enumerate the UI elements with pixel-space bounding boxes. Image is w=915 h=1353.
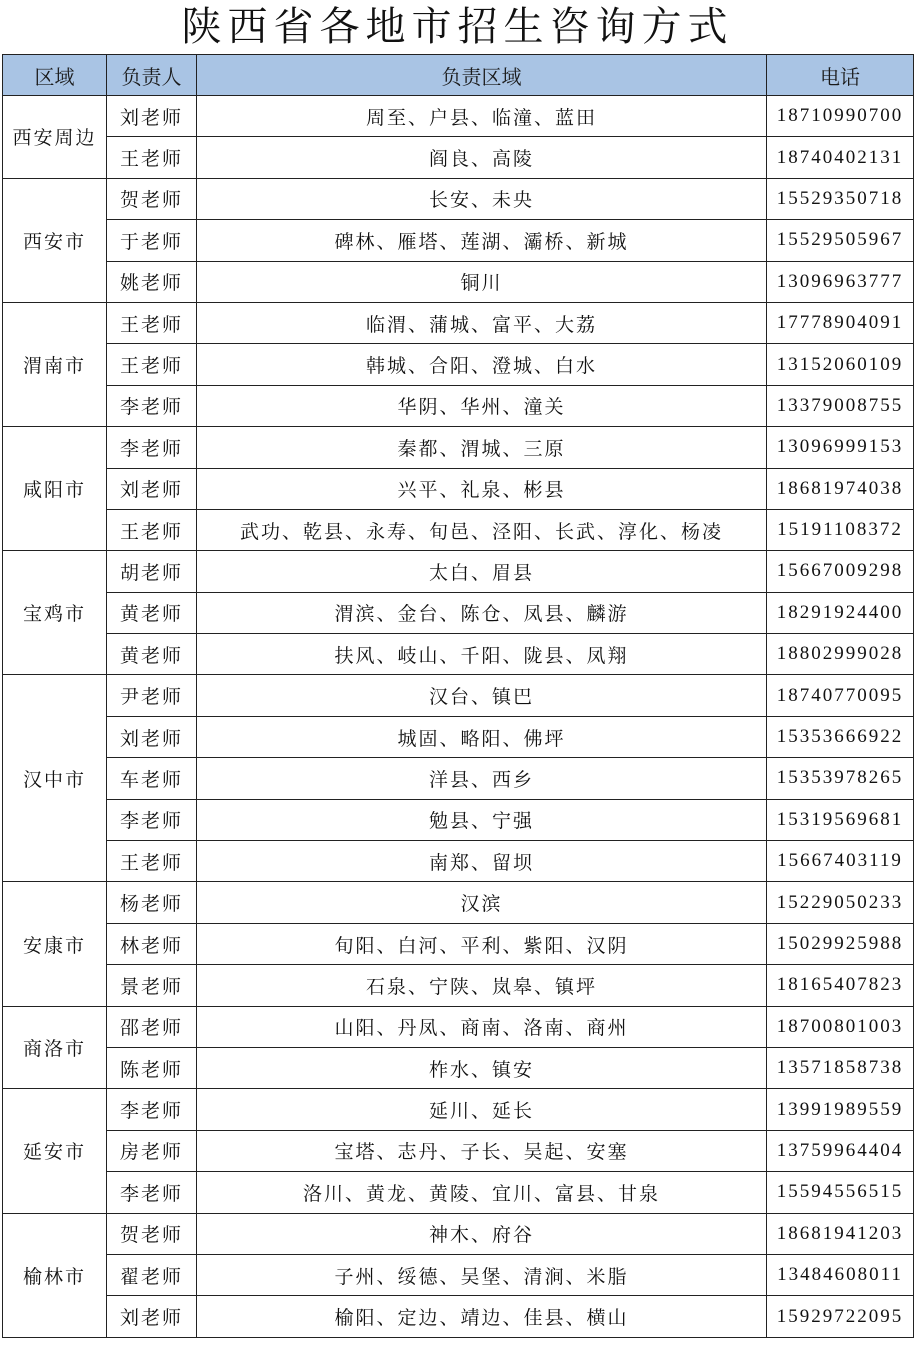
- table-row: [3, 137, 914, 178]
- table-row: [3, 841, 914, 882]
- person-cell: 黄老师: [107, 634, 197, 675]
- header-region: 区域: [3, 55, 107, 96]
- phone-cell: 15229050233: [767, 882, 914, 923]
- person-cell: 王老师: [107, 344, 197, 385]
- person-cell: 车老师: [107, 758, 197, 799]
- person-cell: 李老师: [107, 1172, 197, 1213]
- area-cell: 神木、府谷: [197, 1213, 767, 1254]
- region-cell: 宝鸡市: [3, 551, 107, 675]
- person-cell: 李老师: [107, 799, 197, 840]
- header-person: 负责人: [107, 55, 197, 96]
- table-row: [3, 1254, 914, 1295]
- area-cell: 南郑、留坝: [197, 841, 767, 882]
- person-cell: 贺老师: [107, 1213, 197, 1254]
- area-cell: 山阳、丹凤、商南、洛南、商州: [197, 1006, 767, 1047]
- person-cell: 杨老师: [107, 882, 197, 923]
- table-row: [3, 1047, 914, 1088]
- area-cell: 旬阳、白河、平利、紫阳、汉阴: [197, 923, 767, 964]
- phone-cell: 15029925988: [767, 923, 914, 964]
- table-row: [3, 1172, 914, 1213]
- table-row: [3, 882, 914, 923]
- area-cell: 勉县、宁强: [197, 799, 767, 840]
- phone-cell: 18740402131: [767, 137, 914, 178]
- area-cell: 榆阳、定边、靖边、佳县、横山: [197, 1296, 767, 1337]
- phone-cell: 15594556515: [767, 1172, 914, 1213]
- area-cell: 渭滨、金台、陈仓、凤县、麟游: [197, 592, 767, 633]
- area-cell: 武功、乾县、永寿、旬邑、泾阳、长武、淳化、杨凌: [197, 509, 767, 550]
- person-cell: 王老师: [107, 841, 197, 882]
- person-cell: 王老师: [107, 137, 197, 178]
- table-row: [3, 965, 914, 1006]
- table-row: [3, 1089, 914, 1130]
- phone-cell: 18802999028: [767, 634, 914, 675]
- area-cell: 兴平、礼泉、彬县: [197, 468, 767, 509]
- person-cell: 翟老师: [107, 1254, 197, 1295]
- phone-cell: 18681941203: [767, 1213, 914, 1254]
- area-cell: 汉滨: [197, 882, 767, 923]
- person-cell: 林老师: [107, 923, 197, 964]
- header-area: 负责区域: [197, 55, 767, 96]
- person-cell: 胡老师: [107, 551, 197, 592]
- phone-cell: 13096999153: [767, 427, 914, 468]
- phone-cell: 15529350718: [767, 178, 914, 219]
- area-cell: 宝塔、志丹、子长、吴起、安塞: [197, 1130, 767, 1171]
- area-cell: 石泉、宁陕、岚皋、镇坪: [197, 965, 767, 1006]
- area-cell: 城固、略阳、佛坪: [197, 716, 767, 757]
- area-cell: 长安、未央: [197, 178, 767, 219]
- person-cell: 姚老师: [107, 261, 197, 302]
- area-cell: 延川、延长: [197, 1089, 767, 1130]
- region-cell: 渭南市: [3, 302, 107, 426]
- area-cell: 扶风、岐山、千阳、陇县、凤翔: [197, 634, 767, 675]
- phone-cell: 15353978265: [767, 758, 914, 799]
- table-row: [3, 716, 914, 757]
- region-cell: 商洛市: [3, 1006, 107, 1089]
- area-cell: 华阴、华州、潼关: [197, 385, 767, 426]
- phone-cell: 18291924400: [767, 592, 914, 633]
- table-row: [3, 385, 914, 426]
- person-cell: 刘老师: [107, 96, 197, 137]
- phone-cell: 18740770095: [767, 675, 914, 716]
- area-cell: 洋县、西乡: [197, 758, 767, 799]
- region-cell: 榆林市: [3, 1213, 107, 1337]
- table-row: [3, 261, 914, 302]
- person-cell: 陈老师: [107, 1047, 197, 1088]
- person-cell: 邵老师: [107, 1006, 197, 1047]
- person-cell: 李老师: [107, 427, 197, 468]
- table-row: [3, 1130, 914, 1171]
- phone-cell: 13759964404: [767, 1130, 914, 1171]
- phone-cell: 15667403119: [767, 841, 914, 882]
- table-row: [3, 220, 914, 261]
- table-body: [3, 96, 914, 1338]
- area-cell: 周至、户县、临潼、蓝田: [197, 96, 767, 137]
- person-cell: 尹老师: [107, 675, 197, 716]
- phone-cell: 17778904091: [767, 302, 914, 343]
- header-row: [3, 55, 914, 96]
- phone-cell: 13571858738: [767, 1047, 914, 1088]
- phone-cell: 18710990700: [767, 96, 914, 137]
- table-row: [3, 1213, 914, 1254]
- person-cell: 刘老师: [107, 1296, 197, 1337]
- region-cell: 咸阳市: [3, 427, 107, 551]
- person-cell: 刘老师: [107, 716, 197, 757]
- person-cell: 李老师: [107, 385, 197, 426]
- phone-cell: 18681974038: [767, 468, 914, 509]
- page-title: 陕西省各地市招生咨询方式: [181, 4, 734, 50]
- table-row: [3, 302, 914, 343]
- region-cell: 延安市: [3, 1089, 107, 1213]
- phone-cell: 18165407823: [767, 965, 914, 1006]
- table-row: [3, 675, 914, 716]
- header-phone: 电话: [767, 55, 914, 96]
- area-cell: 柞水、镇安: [197, 1047, 767, 1088]
- person-cell: 贺老师: [107, 178, 197, 219]
- table-row: [3, 178, 914, 219]
- person-cell: 刘老师: [107, 468, 197, 509]
- person-cell: 王老师: [107, 509, 197, 550]
- area-cell: 临渭、蒲城、富平、大荔: [197, 302, 767, 343]
- phone-cell: 15529505967: [767, 220, 914, 261]
- region-cell: 西安周边: [3, 96, 107, 179]
- table-row: [3, 799, 914, 840]
- area-cell: 韩城、合阳、澄城、白水: [197, 344, 767, 385]
- table-row: [3, 509, 914, 550]
- area-cell: 铜川: [197, 261, 767, 302]
- table-row: [3, 634, 914, 675]
- area-cell: 碑林、雁塔、莲湖、灞桥、新城: [197, 220, 767, 261]
- area-cell: 太白、眉县: [197, 551, 767, 592]
- table-row: [3, 427, 914, 468]
- phone-cell: 13152060109: [767, 344, 914, 385]
- phone-cell: 18700801003: [767, 1006, 914, 1047]
- phone-cell: 13379008755: [767, 385, 914, 426]
- area-cell: 汉台、镇巴: [197, 675, 767, 716]
- table-row: [3, 96, 914, 137]
- area-cell: 子州、绥德、吴堡、清涧、米脂: [197, 1254, 767, 1295]
- table-row: [3, 1006, 914, 1047]
- phone-cell: 13484608011: [767, 1254, 914, 1295]
- phone-cell: 15319569681: [767, 799, 914, 840]
- table-row: [3, 551, 914, 592]
- table-row: [3, 1296, 914, 1337]
- area-cell: 阎良、高陵: [197, 137, 767, 178]
- table-row: [3, 592, 914, 633]
- table-header: [3, 55, 914, 96]
- person-cell: 景老师: [107, 965, 197, 1006]
- area-cell: 秦都、渭城、三原: [197, 427, 767, 468]
- person-cell: 李老师: [107, 1089, 197, 1130]
- contacts-table: [2, 54, 914, 1338]
- table-row: [3, 468, 914, 509]
- region-cell: 安康市: [3, 882, 107, 1006]
- phone-cell: 15929722095: [767, 1296, 914, 1337]
- person-cell: 王老师: [107, 302, 197, 343]
- area-cell: 洛川、黄龙、黄陵、宜川、富县、甘泉: [197, 1172, 767, 1213]
- phone-cell: 13096963777: [767, 261, 914, 302]
- person-cell: 于老师: [107, 220, 197, 261]
- table-row: [3, 758, 914, 799]
- phone-cell: 13991989559: [767, 1089, 914, 1130]
- phone-cell: 15353666922: [767, 716, 914, 757]
- table-row: [3, 344, 914, 385]
- person-cell: 黄老师: [107, 592, 197, 633]
- phone-cell: 15667009298: [767, 551, 914, 592]
- region-cell: 西安市: [3, 178, 107, 302]
- region-cell: 汉中市: [3, 675, 107, 882]
- phone-cell: 15191108372: [767, 509, 914, 550]
- table-row: [3, 923, 914, 964]
- person-cell: 房老师: [107, 1130, 197, 1171]
